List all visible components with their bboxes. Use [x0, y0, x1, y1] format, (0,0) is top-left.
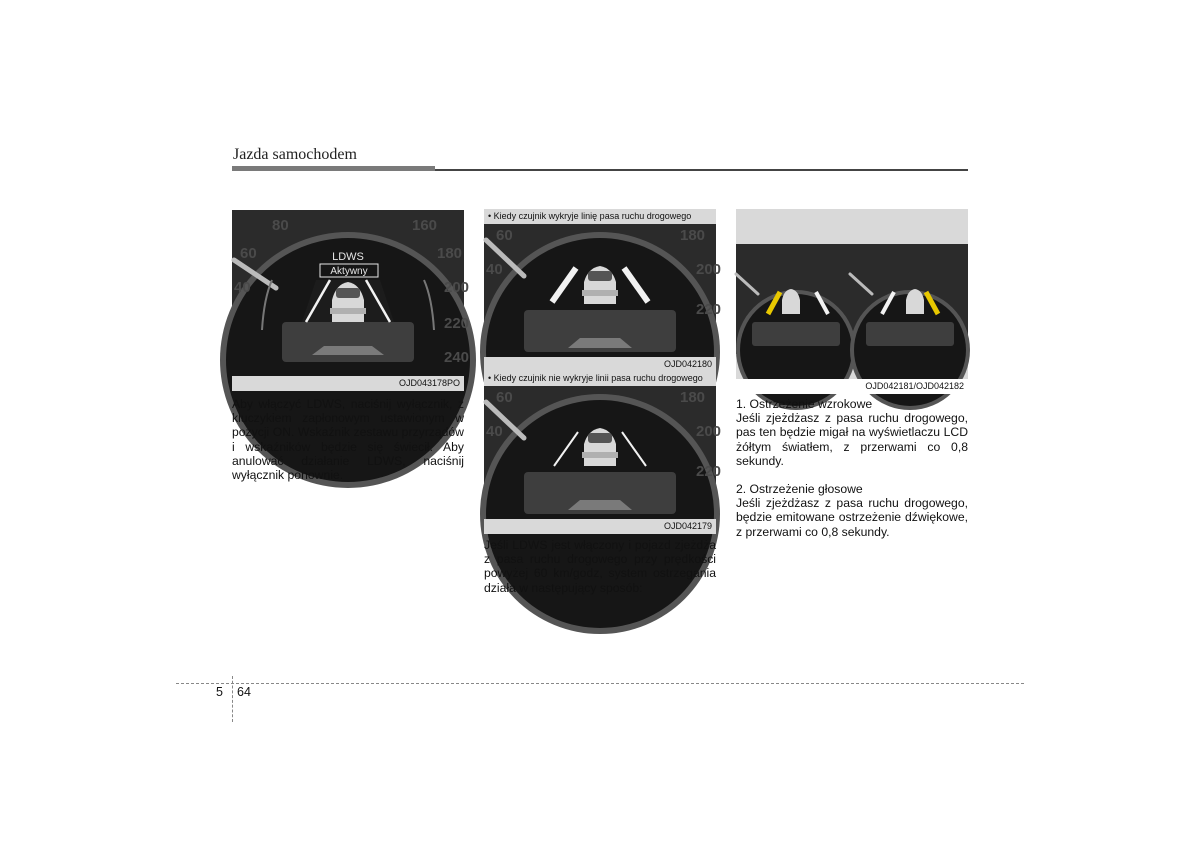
- figure-lane-detected: [484, 209, 722, 372]
- svg-text:180: 180: [680, 389, 706, 406]
- lcd-title: LDWS: [332, 251, 364, 263]
- visual-warning-heading: 1. Ostrzeżenie wzrokowe: [736, 397, 873, 411]
- cluster-illustration-pair: [736, 244, 968, 354]
- figure-code: OJD042180: [484, 357, 716, 372]
- svg-text:200: 200: [444, 279, 470, 296]
- svg-text:40: 40: [486, 423, 503, 440]
- svg-text:40: 40: [234, 279, 251, 296]
- figure-code: OJD043178PO: [232, 376, 464, 391]
- svg-text:160: 160: [412, 217, 438, 234]
- svg-text:180: 180: [437, 245, 463, 262]
- figure-lane-not-detected: [484, 371, 722, 534]
- paragraph: Aby włączyć LDWS, naciśnij wyłącznik, z kluczykiem zapłonowym ustawionym w pozycji ON. Wskaźnik zestawu przyrządów i wskaźników będzie się świecił. Aby anulować działanie LDWS, naciśnij wyłącznik ponownie.: [232, 397, 464, 483]
- svg-text:80: 80: [272, 217, 289, 234]
- section-title: Jazda samochodem: [233, 146, 357, 163]
- header-rule-thick: [232, 166, 435, 171]
- paragraph: Jeśli LDWS jest włączony i pojazd zjeżdża z pasa ruchu drogowego przy prędkości powyżej 60 km/godz, system ostrzegania działa w następujący sposób:: [484, 538, 716, 595]
- svg-text:220: 220: [696, 301, 722, 318]
- chapter-number: 5: [216, 685, 223, 699]
- cluster-illustration: [484, 224, 722, 357]
- svg-text:200: 200: [696, 423, 722, 440]
- svg-text:200: 200: [696, 261, 722, 278]
- svg-text:220: 220: [444, 315, 470, 332]
- svg-text:60: 60: [240, 245, 257, 262]
- svg-text:180: 180: [680, 227, 706, 244]
- header-rule-thin: [435, 169, 968, 171]
- column-middle-text: [484, 538, 716, 595]
- column-left-text: [232, 397, 464, 482]
- visual-warning-text: Jeśli zjeżdżasz z pasa ruchu drogowego, pas ten będzie migał na wyświetlaczu LCD żółtym światłem, z przerwami co 0,8 sekundy.: [736, 411, 968, 468]
- audio-warning-text: Jeśli zjeżdżasz z pasa ruchu drogowego, będzie emitowane ostrzeżenie dźwiękowe, z przerwami co 0,8 sekundy.: [736, 496, 968, 539]
- lcd-status: Aktywny: [330, 266, 368, 277]
- svg-text:240: 240: [444, 349, 470, 366]
- cluster-illustration: [232, 210, 470, 376]
- svg-text:60: 60: [496, 389, 513, 406]
- figure-code: OJD042179: [484, 519, 716, 534]
- figure-lane-warning: [736, 209, 968, 394]
- footer-rule: [176, 683, 1024, 684]
- figure-code: OJD042181/OJD042182: [736, 379, 968, 394]
- audio-warning-heading: 2. Ostrzeżenie głosowe: [736, 482, 863, 497]
- footer-divider: [232, 676, 233, 722]
- page-number: 64: [237, 685, 251, 699]
- svg-text:60: 60: [496, 227, 513, 244]
- column-right-text: [736, 397, 968, 539]
- figure-ldws-active: [232, 210, 470, 391]
- svg-text:40: 40: [486, 261, 503, 278]
- figure-caption: • Kiedy czujnik nie wykryje linii pasa ruchu drogowego: [484, 371, 716, 386]
- figure-caption: • Kiedy czujnik wykryje linię pasa ruchu drogowego: [484, 209, 716, 224]
- cluster-illustration: [484, 386, 722, 519]
- svg-text:220: 220: [696, 463, 722, 480]
